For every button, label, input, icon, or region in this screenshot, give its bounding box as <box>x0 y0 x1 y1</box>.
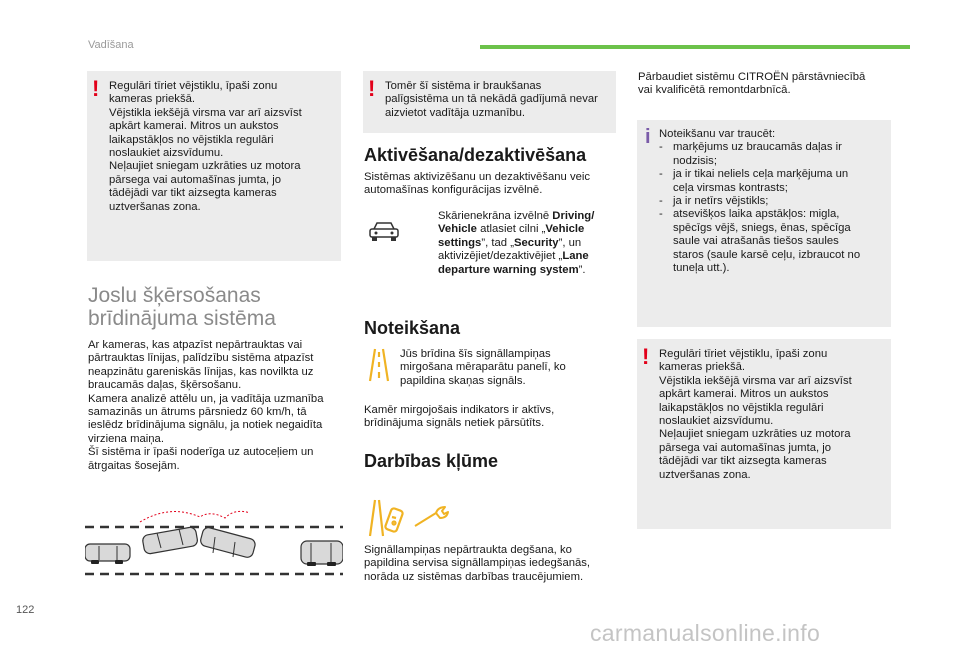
header-accent-bar <box>480 45 910 49</box>
list-dash: - <box>659 168 663 181</box>
warning-icon: ! <box>92 76 100 101</box>
warning-text: Tomēr šī sistēma ir braukšanas palīgsistēma un tā nekādā gadījumā nevar aizvietot vadītāja uzmanību. <box>385 80 598 119</box>
info-box-detection <box>637 120 891 327</box>
malfunction-heading: Darbības kļūme <box>364 451 499 471</box>
list-item <box>659 195 887 208</box>
tab-security: Security <box>513 236 559 249</box>
warning-box-camera-2 <box>637 339 891 529</box>
menu-driving-vehicle: Driving/ Vehicle <box>438 210 595 236</box>
list-item-text: ja ir tikai neliels ceļa marķējuma un ceļa virsmas kontrasts; <box>673 168 849 194</box>
step-text-2: atlasiet cilni „ <box>476 223 546 236</box>
service-wrench-icon <box>412 504 452 530</box>
list-dash: - <box>659 208 663 221</box>
step-text-3: ”, tad „ <box>481 236 514 249</box>
list-item <box>659 168 887 195</box>
detection-lamp-text: Jūs brīdina šīs signāllampiņas mirgošana mēraparātu panelī, ko papildina skaņas signāls. <box>400 348 566 387</box>
section-title: Vadīšana <box>88 39 134 51</box>
warning-box-camera <box>87 71 341 261</box>
warning-box-driver-attention <box>363 71 616 133</box>
watermark: carmanualsonline.info <box>590 620 821 646</box>
warning-icon: ! <box>642 344 650 369</box>
lane-departure-illustration <box>85 498 343 578</box>
tab-vehicle-settings: Vehicle settings <box>438 223 585 249</box>
activation-heading: Aktivēšana/dezaktivēšana <box>364 145 587 165</box>
dealer-check-text: Pārbaudiet sistēmu CITROËN pārstāvniecībā vai kvalificētā remontdarbnīcā. <box>638 71 866 97</box>
option-lane-departure: Lane departure warning system <box>438 250 589 276</box>
list-dash: - <box>659 195 663 208</box>
activation-step <box>418 210 616 277</box>
vehicle-settings-icon <box>369 221 399 243</box>
list-item <box>659 141 887 168</box>
list-item-text: marķējums uz braucamās daļas ir nodzisis; <box>673 141 842 167</box>
lane-warning-lamp-icon <box>367 348 391 382</box>
lane-system-fault-icon <box>367 497 407 537</box>
system-description: Ar kameras, kas atpazīst nepārtrauktas vai pārtrauktas līnijas, palīdzību sistēma atpazīst neapzinātu gareniskās līnijas, kas novilkta uz braucamās daļas, šķērsošanu. Kamera analizē attēlu un, ja vadītāja uzmanība samazinās un ātrums pārsniedz 60 km/h, tā ieslēdz brīdinājuma signālu, ja notiek negaidīta virziena maiņa. Šī sistēma ir īpaši noderīga uz autoceļiem un ātrgaitas šosejām. <box>88 339 324 472</box>
list-item-text: atsevišķos laika apstākļos: migla, spēcīgs vējš, sniegs, ēnas, spēcīga saule vai atrašanās tiešos saules staros (saule karsē ceļu, izbraucot no tuneļa utt.). <box>673 208 861 275</box>
step-text-4: ”, un aktivizējiet/dezaktivējiet „ <box>438 236 582 263</box>
info-content <box>659 128 887 275</box>
page-heading: Joslu šķērsošanas brīdinājuma sistēma <box>88 284 276 330</box>
list-item-text: ja ir netīrs vējstikls; <box>673 195 769 208</box>
detection-body: Kamēr mirgojošais indikators ir aktīvs, brīdinājuma signāls netiek pārsūtīts. <box>364 404 555 430</box>
activation-step-text <box>438 210 616 277</box>
page-number: 122 <box>16 604 35 616</box>
step-arrow-icon <box>418 210 438 277</box>
activation-body: Sistēmas aktivizēšanu un dezaktivēšanu veic automašīnas konfigurācijas izvēlnē. <box>364 171 591 197</box>
warning-text: Regulāri tīriet vējstiklu, īpaši zonu kameras priekšā. Vējstikla iekšējā virsma var arī aizsvīst apkārt kamerai. Mitros un aukstos laikapstākļos no vējstikla regulāri noslaukiet aizsvīdumu. Neļaujiet sniegam uzkrāties uz motora pārsega vai automašīnas jumta, jo tādējādi var tikt aizsegta kameras uztveršanas zona. <box>659 348 852 481</box>
list-dash: - <box>659 141 663 154</box>
step-text-1: Skārienekrāna izvēlnē <box>438 210 553 222</box>
warning-icon: ! <box>368 76 376 101</box>
step-text-5: ”. <box>578 263 586 276</box>
detection-heading: Noteikšana <box>364 318 461 338</box>
warning-text: Regulāri tīriet vējstiklu, īpaši zonu kameras priekšā. Vējstikla iekšējā virsma var arī aizsvīst apkārt kamerai. Mitros un aukstos laikapstākļos no vējstikla regulāri noslaukiet aizsvīdumu. Neļaujiet sniegam uzkrāties uz motora pārsega vai automašīnas jumta, jo tādējādi var tikt aizsegta kameras uztveršanas zona. <box>109 80 302 213</box>
info-icon: i <box>645 126 651 148</box>
list-item <box>659 208 887 275</box>
malfunction-body: Signāllampiņas nepārtraukta degšana, ko papildina servisa signāllampiņas iedegšanās, norāda uz sistēmas darbības traucējumiem. <box>364 544 591 583</box>
info-title: Noteikšanu var traucēt: <box>659 128 776 140</box>
